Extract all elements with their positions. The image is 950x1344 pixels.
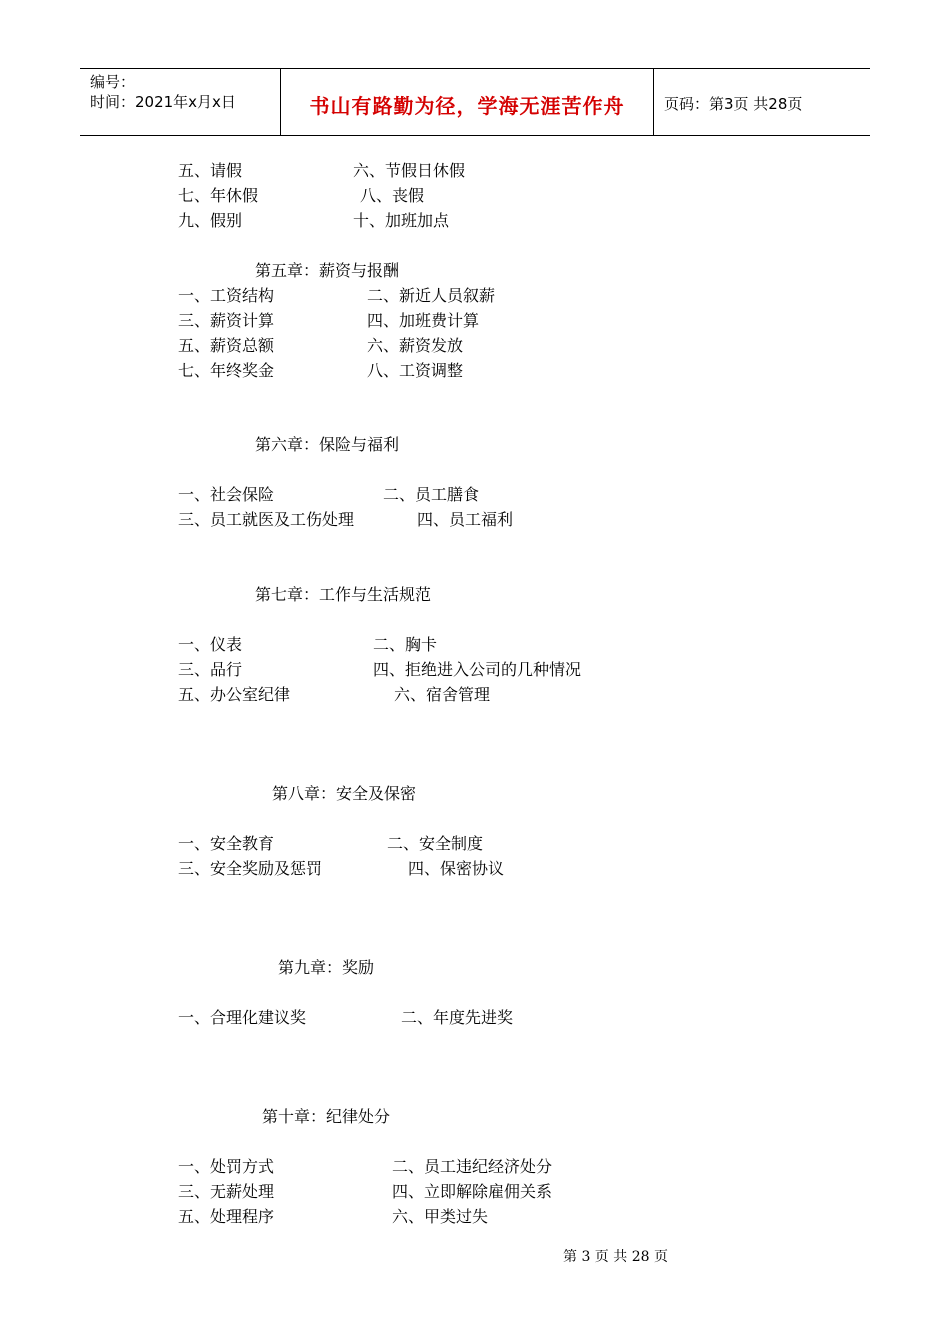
list-item: 五、办公室纪律 [178, 685, 291, 704]
list-item: 三、员工就医及工伤处理 [178, 510, 355, 529]
list-item: 二、胸卡 [373, 635, 438, 654]
list-item: 一、工资结构 [178, 286, 275, 305]
list-item: 八、工资调整 [367, 361, 464, 380]
list-item: 六、甲类过失 [392, 1207, 489, 1226]
list-item: 九、假别 [178, 211, 243, 230]
chapter-title: 第五章：薪资与报酬 [255, 261, 400, 280]
list-item: 十、加班加点 [353, 211, 450, 230]
chapter-title: 第六章：保险与福利 [255, 435, 400, 454]
list-item: 八、丧假 [360, 186, 425, 205]
list-item: 四、加班费计算 [367, 311, 480, 330]
list-item: 四、员工福利 [417, 510, 514, 529]
header-page-cell [654, 69, 870, 135]
chapter-title: 第七章：工作与生活规范 [255, 585, 432, 604]
list-item: 三、品行 [178, 660, 243, 679]
list-item: 七、年休假 [178, 186, 259, 205]
list-item: 三、无薪处理 [178, 1182, 275, 1201]
list-item: 二、员工违纪经济处分 [392, 1157, 553, 1176]
list-item: 二、新近人员叙薪 [367, 286, 496, 305]
list-item: 一、处罚方式 [178, 1157, 275, 1176]
list-item: 五、请假 [178, 161, 243, 180]
chapter-title: 第十章：纪律处分 [262, 1107, 391, 1126]
list-item: 二、员工膳食 [383, 485, 480, 504]
list-item: 六、节假日休假 [353, 161, 466, 180]
header-motto-cell [281, 69, 654, 135]
list-item: 四、保密协议 [408, 859, 505, 878]
page-header [80, 68, 870, 136]
list-item: 四、拒绝进入公司的几种情况 [373, 660, 582, 679]
list-item: 一、社会保险 [178, 485, 275, 504]
list-item: 六、宿舍管理 [394, 685, 491, 704]
document-time: 时间：2021年x月x日 [90, 93, 236, 111]
list-item: 七、年终奖金 [178, 361, 275, 380]
list-item: 五、薪资总额 [178, 336, 275, 355]
list-item: 三、安全奖励及惩罚 [178, 859, 323, 878]
list-item: 一、仪表 [178, 635, 243, 654]
list-item: 一、安全教育 [178, 834, 275, 853]
list-item: 二、年度先进奖 [401, 1008, 514, 1027]
list-item: 六、薪资发放 [367, 336, 464, 355]
document-number-label: 编号： [90, 73, 136, 91]
chapter-title: 第九章：奖励 [278, 958, 375, 977]
header-motto: 书山有路勤为径，学海无涯苦作舟 [309, 93, 625, 118]
page-footer: 第 3 页 共 28 页 [563, 1249, 668, 1265]
list-item: 二、安全制度 [387, 834, 484, 853]
chapter-title: 第八章：安全及保密 [272, 784, 417, 803]
list-item: 三、薪资计算 [178, 311, 275, 330]
header-meta [80, 69, 281, 135]
list-item: 一、合理化建议奖 [178, 1008, 307, 1027]
list-item: 四、立即解除雇佣关系 [392, 1182, 553, 1201]
header-page-label: 页码：第3页 共28页 [664, 94, 803, 113]
list-item: 五、处理程序 [178, 1207, 275, 1226]
